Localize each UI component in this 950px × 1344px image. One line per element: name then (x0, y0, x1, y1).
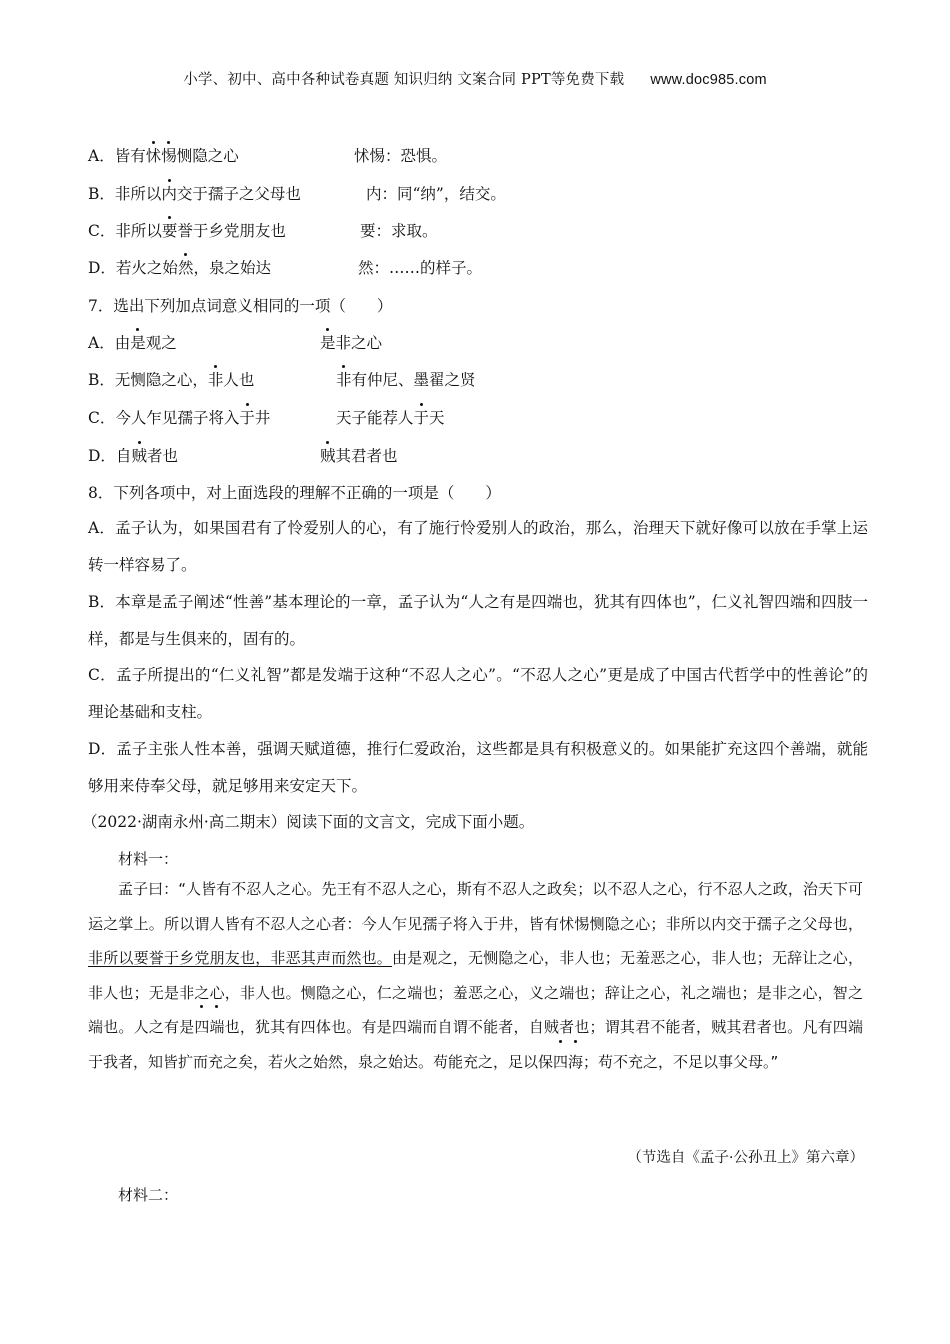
dotted-word: 怵惕 (145, 147, 177, 165)
q6-option-c: C．非所以要誉于乡党朋友也 要：求取。 (88, 222, 438, 240)
compare-phrase: 非有仲尼、墨翟之贤 (336, 371, 476, 389)
gloss: 要：求取。 (360, 222, 438, 240)
dotted-word: 贼 (320, 447, 336, 465)
compare-phrase: 是非之心 (320, 334, 383, 352)
gloss: 内：同“纳”，结交。 (366, 185, 506, 203)
page-header (0, 68, 950, 89)
dotted-word: 贼 (131, 447, 147, 465)
q6-option-d: D．若火之始然，泉之始达 然：……的样子。 (88, 259, 483, 277)
material-one-text: 孟子曰：“人皆有不忍人之心。先王有不忍人之心，斯有不忍人之政矣；以不忍人之心，行不忍人之政，治天下可运之掌上。所以谓人皆有不忍人之心者：今人乍见孺子将入于井，皆有怵惕恻隐之心；非所以内交于孺子之父母也，非所以要誉于乡党朋友也，非恶其声而然也。由是观之，无恻隐之心，非人也；无羞恶之心，非人也；无辞让之心，非人也；无是非之心，非人也。恻隐之心，仁之端也；羞恶之心，义之端也；辞让之心，礼之端也；是非之心，智之端也。人之有是四端也，犹其有四体也。有是四端而自谓不能者，自贼者也；谓其君不能者，贼其君者也。凡有四端于我者，知皆扩而充之矣，若火之始然，泉之始达。苟能充之，足以保四海；苟不充之，不足以事父母。” (88, 872, 863, 1079)
underlined-sentence: 非所以要誉于乡党朋友也，非恶其声而然也。 (88, 949, 392, 967)
compare-phrase: 贼其君者也 (320, 447, 398, 465)
passage-intro: （2022·湖南永州·高二期末）阅读下面的文言文，完成下面小题。 (82, 813, 535, 831)
q8-option-b: B．本章是孟子阐述“性善”基本理论的一章，孟子认为“人之有是四端也，犹其有四体也”，仁义礼智四端和四肢一样，都是与生俱来的，固有的。 (88, 593, 868, 648)
dotted-word: 内 (161, 185, 177, 203)
compare-phrase: 天子能荐人于天 (336, 409, 445, 427)
q7-option-b: B．无恻隐之心，非人也 非有仲尼、墨翟之贤 (88, 371, 476, 389)
dotted-word: 于 (413, 409, 430, 427)
q7-option-c: C．今人乍见孺子将入于井 天子能荐人于天 (88, 409, 445, 427)
dotted-word: 于 (239, 409, 255, 427)
q8-option-c: C．孟子所提出的“仁义礼智”都是发端于这种“不忍人之心”。“不忍人之心”更是成了中国古代哲学中的性善论”的理论基础和支柱。 (88, 666, 868, 721)
q6-option-b: B．非所以内交于孺子之父母也 内：同“纳”，结交。 (88, 185, 506, 203)
q6-option-a: A．皆有怵惕恻隐之心 怵惕：恐惧。 (88, 147, 448, 165)
q8-option-a: A．孟子认为，如果国君有了怜爱别人的心，有了施行怜爱别人的政治，那么，治理天下就好像可以放在手掌上运转一样容易了。 (88, 519, 868, 574)
material-one-label: 材料一： (118, 850, 179, 868)
header-url[interactable]: www.doc985.com (650, 72, 767, 88)
dotted-word: 要 (161, 222, 178, 240)
source-citation: （节选自《孟子·公孙丑上》第六章） (627, 1150, 864, 1166)
dotted-word: 是 (130, 334, 146, 352)
dotted-word: 是 (320, 334, 336, 352)
q8-option-d: D．孟子主张人性本善，强调天赋道德，推行仁爱政治，这些都是具有积极意义的。如果能扩充这四个善端，就能够用来侍奉父母，就足够用来安定天下。 (88, 740, 868, 795)
dotted-word: 然 (177, 259, 194, 277)
dotted-word: 非 (207, 371, 224, 389)
q7-stem: 7．选出下列加点词意义相同的一项（ ） (88, 297, 393, 315)
dotted-word: 四端 (194, 1018, 224, 1036)
material-two-label: 材料二： (118, 1186, 179, 1204)
dotted-word: 非 (336, 371, 352, 389)
header-text: 小学、初中、高中各种试卷真题 知识归纳 文案合同 PPT等免费下载 (183, 72, 625, 88)
q7-option-a: A．由是观之 是非之心 (88, 334, 383, 352)
gloss: 怵惕：恐惧。 (354, 147, 448, 165)
q7-option-d: D．自贼者也 贼其君者也 (88, 447, 398, 465)
q8-stem: 8．下列各项中，对上面选段的理解不正确的一项是（ ） (88, 484, 501, 502)
dotted-word: 四海 (553, 1053, 583, 1071)
gloss: 然：……的样子。 (358, 259, 483, 277)
